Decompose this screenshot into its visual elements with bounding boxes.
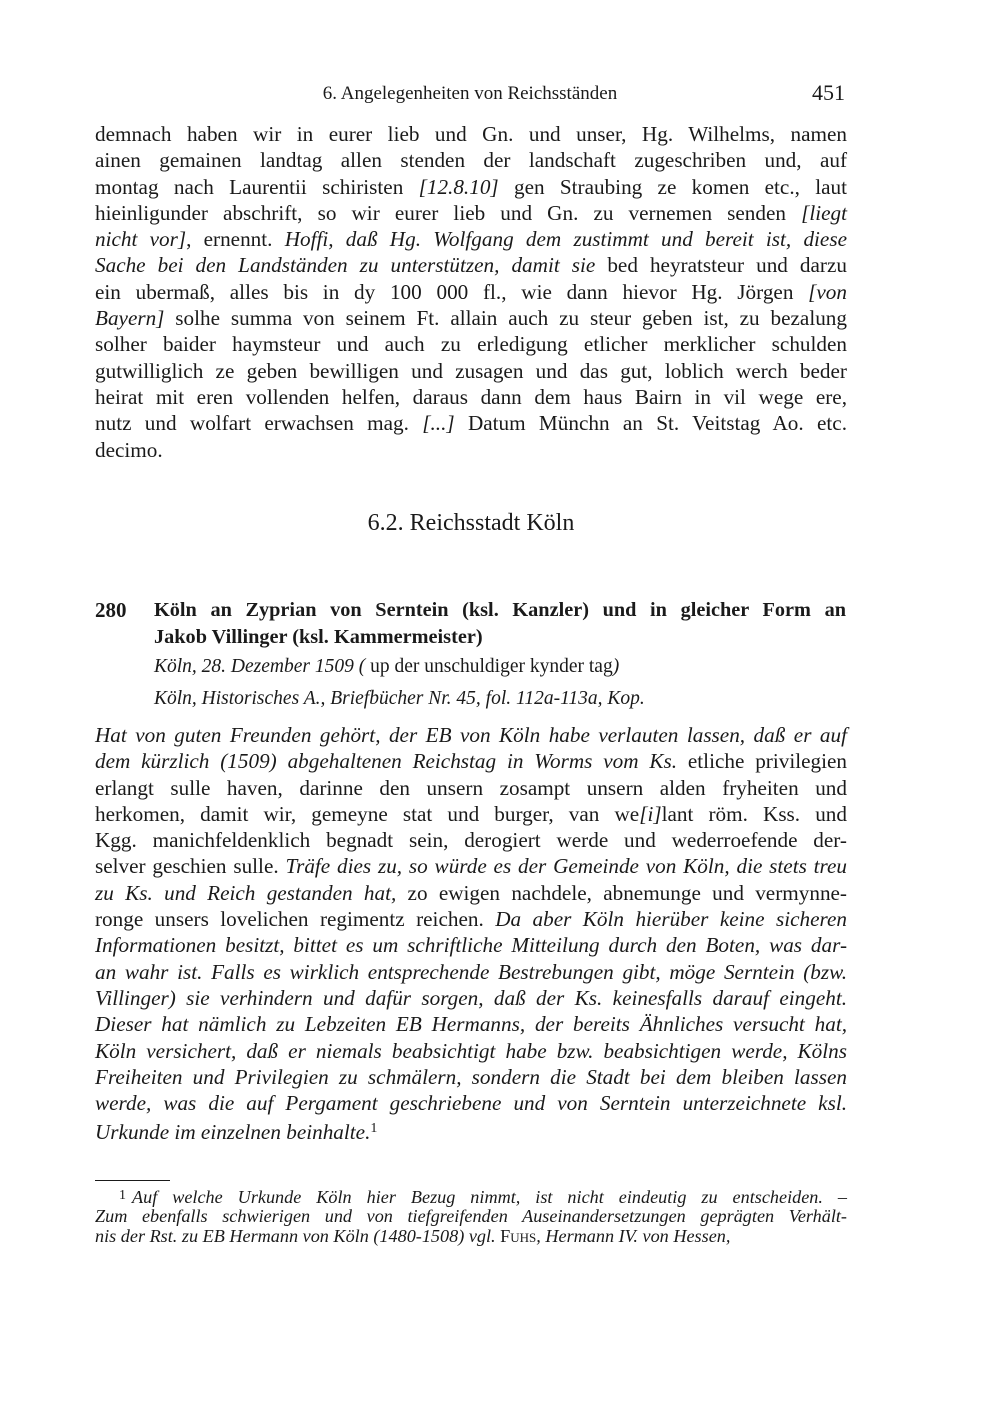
entry-date: Köln, 28. Dezember 1509 ( up der unschuldiger kynder tag): [154, 656, 620, 677]
intro-paragraph: [95, 121, 847, 463]
entry-title: [154, 597, 846, 651]
text-line: werde, was die auf Pergament geschriebene und von Serntein unterzeichnete ksl.: [95, 1091, 847, 1116]
footnotes: [95, 1186, 847, 1246]
text-line: gutwilliglich ze geben bewilligen und zusagen und das gut, loblich werch beder: [95, 358, 847, 383]
text-line: Sache bei den Landständen zu unterstützen, damit sie bed heyratsteur und darzu: [95, 253, 847, 278]
footnote-line: nis der Rst. zu EB Hermann von Köln (1480-1508) vgl. Fuhs, Hermann IV. von Hessen,: [95, 1226, 731, 1246]
running-title: 6. Angelegenheiten von Reichsständen: [322, 83, 618, 104]
text-line: hieinligunder abschrift, so wir eurer lieb und Gn. zu vernemen senden [liegt: [95, 200, 847, 225]
text-line: ronge unsers lovelichen regimentz reichen. Da aber Köln hierüber keine sicheren: [95, 907, 847, 932]
footnote-line: $^1$ Auf welche Urkunde Köln hier Bezug nimmt, ist nicht eindeutig zu entscheiden. –: [119, 1187, 847, 1207]
page-number: 451: [812, 80, 845, 105]
text-line: an wahr ist. Falls es wirklich entsprechende Bestrebungen gibt, möge Serntein (bzw.: [95, 959, 847, 984]
text-line: Urkunde im einzelnen beinhalte.$^1$: [95, 1120, 378, 1145]
text-line: selver geschien sulle. Träfe dies zu, so würde es der Gemeinde von Köln, die stets treu: [95, 854, 847, 879]
text-line: nicht vor], ernennt. Hoffi, daß Hg. Wolfgang dem zustimmt und bereit ist, diese: [95, 227, 847, 252]
text-line: ein ubermaß, alles bis in dy 100 000 fl., wie dann hievor Hg. Jörgen [von: [95, 279, 847, 304]
text-line: montag nach Laurentii schiristen [12.8.10] gen Straubing ze komen etc., laut: [95, 174, 847, 199]
text-line: Köln versichert, daß er niemals beabsichtigt habe bzw. beabsichtigen werde, Kölns: [95, 1038, 847, 1063]
footnote-reference[interactable]: 1: [370, 1121, 378, 1137]
text-line: ainen gemainen landtag allen stenden der landschaft zugeschriben und, auf: [95, 148, 847, 173]
entry-source: Köln, Historisches A., Briefbücher Nr. 45, fol. 112a-113a, Kop.: [154, 688, 645, 709]
text-line: zu Ks. und Reich gestanden hat, zo ewigen nachdele, abnemunge und vermynne-: [95, 880, 847, 905]
text-line: Bayern] solhe summa von seinem Ft. allain auch zu steur geben ist, zu bezalung: [95, 306, 847, 331]
body-paragraph: [95, 722, 847, 1143]
text-line: decimo.: [95, 437, 163, 462]
entry-number: 280: [95, 598, 127, 622]
entry-title-line: Jakob Villinger (ksl. Kammermeister): [154, 626, 483, 648]
section-heading: 6.2. Reichsstadt Köln: [367, 510, 575, 536]
text-line: Hat von guten Freunden gehört, der EB von Köln habe verlauten lassen, daß er auf: [95, 723, 847, 747]
text-line: Villinger) sie verhindern und dafür sorgen, daß der Ks. keinesfalls darauf eingeht.: [95, 985, 847, 1010]
text-line: erlangt sulle haven, darinne den unsern zosampt unsern alden fryheiten und: [95, 775, 847, 800]
text-line: Freiheiten und Privilegien zu schmälern, sondern die Stadt bei dem bleiben lassen: [95, 1064, 847, 1089]
text-line: dem kürzlich (1509) abgehaltenen Reichstag in Worms vom Ks. etliche privilegien: [95, 749, 847, 774]
text-line: Informationen besitzt, bittet es um schriftliche Mitteilung durch den Boten, was dar-: [95, 933, 847, 958]
text-line: herkomen, damit wir, gemeyne stat und burger, van we[i]lant röm. Kss. und: [95, 801, 847, 826]
footnote-number: 1: [119, 1188, 126, 1203]
text-line: Kgg. manichfeldenklich begnadt sein, derogiert werde und wederroefende der-: [95, 828, 847, 853]
running-head: [95, 80, 845, 106]
text-line: solher baider haymsteur und auch zu erledigung etlicher merklicher schulden: [95, 332, 847, 357]
entry-title-line: Köln an Zyprian von Serntein (ksl. Kanzler) und in gleicher Form an: [154, 599, 846, 621]
text-line: nutz und wolfart erwachsen mag. [...] Datum Münchn an St. Veitstag Ao. etc.: [95, 411, 848, 436]
footnote-divider: [95, 1180, 170, 1181]
text-line: heirat mit eren vollenden helfen, daraus dann dem haus Bairn in vil wege ere,: [95, 384, 847, 409]
footnote-line: Zum ebenfalls schwierigen und von tiefgreifenden Auseinandersetzungen geprägten Verhält-: [95, 1206, 847, 1226]
text-line: Dieser hat nämlich zu Lebzeiten EB Hermanns, der bereits Ähnliches versucht hat,: [95, 1012, 847, 1037]
text-line: demnach haben wir in eurer lieb und Gn. und unser, Hg. Wilhelms, namen: [95, 122, 847, 146]
